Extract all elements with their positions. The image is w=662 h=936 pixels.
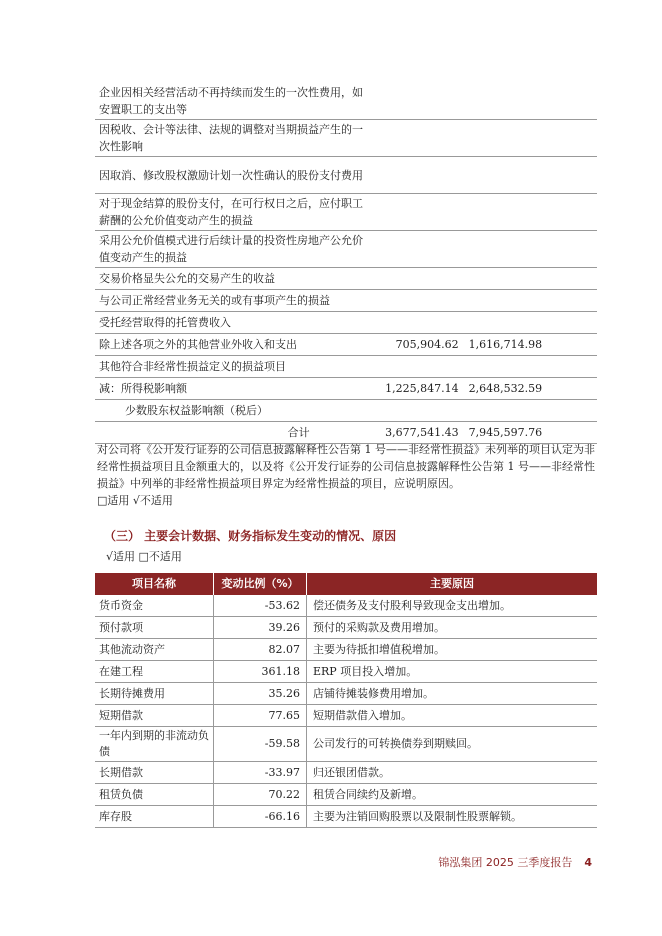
item-name: 短期借款 [95, 705, 214, 727]
row-value-ytd [463, 356, 564, 378]
item-name: 预付款项 [95, 617, 214, 639]
change-ratio: -33.97 [214, 762, 307, 784]
row-value-ytd [463, 400, 564, 422]
main-reason: 公司发行的可转换债券到期赎回。 [307, 727, 598, 762]
table-row [95, 268, 597, 290]
header-main-reason: 主要原因 [307, 573, 598, 595]
row-value-current [376, 290, 462, 312]
item-name: 长期待摊费用 [95, 683, 214, 705]
row-value-current [376, 157, 462, 194]
change-ratio: 82.07 [214, 639, 307, 661]
row-value-current [376, 268, 462, 290]
row-value-current [376, 356, 462, 378]
row-value-ytd: 1,616,714.98 [463, 334, 564, 356]
table-header-row [95, 573, 597, 595]
main-reason: 主要为待抵扣增值税增加。 [307, 639, 598, 661]
table-row [95, 762, 597, 784]
table-row [95, 231, 597, 268]
table-row [95, 157, 597, 194]
table-row [95, 639, 597, 661]
explanatory-note [97, 441, 597, 509]
change-ratio: -66.16 [214, 806, 307, 828]
table-row [95, 705, 597, 727]
change-ratio: 35.26 [214, 683, 307, 705]
table-row [95, 595, 597, 617]
table-row [95, 312, 597, 334]
row-value-current [376, 83, 462, 120]
row-label: 受托经营取得的托管费收入 [95, 312, 376, 334]
change-ratio: 361.18 [214, 661, 307, 683]
table-row [95, 727, 597, 762]
header-item-name: 项目名称 [95, 573, 214, 595]
row-value-ytd [463, 290, 564, 312]
row-label: 除上述各项之外的其他营业外收入和支出 [95, 334, 376, 356]
total-value-ytd: 7,945,597.76 [463, 422, 564, 444]
section-title: （三） 主要会计数据、财务指标发生变动的情况、原因 [104, 529, 397, 543]
change-ratio: -53.62 [214, 595, 307, 617]
section-apply-status: √适用 □不适用 [106, 550, 182, 563]
main-reason: 预付的采购款及费用增加。 [307, 617, 598, 639]
row-label: 交易价格显失公允的交易产生的收益 [95, 268, 376, 290]
main-reason: 店铺待摊装修费用增加。 [307, 683, 598, 705]
table-row [95, 194, 597, 231]
non-recurring-items-table [95, 83, 597, 444]
header-change-ratio: 变动比例（%） [214, 573, 307, 595]
total-value-current: 3,677,541.43 [376, 422, 462, 444]
table-row [95, 617, 597, 639]
row-value-current: 1,225,847.14 [376, 378, 462, 400]
main-reason: 租赁合同续约及新增。 [307, 784, 598, 806]
table-row [95, 784, 597, 806]
table-row [95, 120, 597, 157]
main-reason: ERP 项目投入增加。 [307, 661, 598, 683]
row-label: 少数股东权益影响额（税后） [95, 400, 376, 422]
main-reason: 偿还债务及支付股利导致现金支出增加。 [307, 595, 598, 617]
main-reason: 主要为注销回购股票以及限制性股票解锁。 [307, 806, 598, 828]
table-row [95, 356, 597, 378]
row-label: 企业因相关经营活动不再持续而发生的一次性费用，如安置职工的支出等 [95, 83, 376, 120]
main-reason: 归还银团借款。 [307, 762, 598, 784]
note-text: 对公司将《公开发行证券的公司信息披露解释性公告第 1 号——非经常性损益》未列举的项目认定为非经常性损益项目且金额重大的，以及将《公开发行证券的公司信息披露解释性公告第 1 号——非经常性损益》中列举的非经常性损益项目界定为经常性损益的项目，应说明原因。 [97, 443, 595, 490]
table-row [95, 683, 597, 705]
page-footer [438, 854, 592, 870]
table-row [95, 378, 597, 400]
item-name: 在建工程 [95, 661, 214, 683]
row-value-current [376, 120, 462, 157]
item-name: 货币资金 [95, 595, 214, 617]
row-value-current [376, 231, 462, 268]
note-apply-status: □适用 √不适用 [97, 494, 173, 507]
row-label: 对于现金结算的股份支付，在可行权日之后，应付职工薪酬的公允价值变动产生的损益 [95, 194, 376, 231]
row-value-current [376, 400, 462, 422]
row-label: 采用公允价值模式进行后续计量的投资性房地产公允价值变动产生的损益 [95, 231, 376, 268]
total-label: 合计 [95, 422, 376, 444]
change-ratio: 70.22 [214, 784, 307, 806]
table-row [95, 83, 597, 120]
table-row [95, 334, 597, 356]
row-value-ytd [463, 312, 564, 334]
row-value-ytd [463, 231, 564, 268]
table-row [95, 661, 597, 683]
row-value-current: 705,904.62 [376, 334, 462, 356]
page-number: 4 [584, 856, 592, 869]
change-ratio: -59.58 [214, 727, 307, 762]
footer-report-title: 锦泓集团 2025 三季度报告 [438, 856, 573, 869]
item-name: 库存股 [95, 806, 214, 828]
table-row [95, 806, 597, 828]
row-label: 与公司正常经营业务无关的或有事项产生的损益 [95, 290, 376, 312]
main-reason: 短期借款借入增加。 [307, 705, 598, 727]
item-name: 一年内到期的非流动负债 [95, 727, 214, 762]
change-reasons-table [95, 573, 597, 828]
item-name: 其他流动资产 [95, 639, 214, 661]
row-value-current [376, 312, 462, 334]
change-ratio: 39.26 [214, 617, 307, 639]
row-value-ytd [463, 194, 564, 231]
row-value-ytd [463, 268, 564, 290]
row-value-ytd [463, 120, 564, 157]
row-value-ytd [463, 83, 564, 120]
row-value-ytd: 2,648,532.59 [463, 378, 564, 400]
row-label: 因税收、会计等法律、法规的调整对当期损益产生的一次性影响 [95, 120, 376, 157]
row-value-ytd [463, 157, 564, 194]
row-value-current [376, 194, 462, 231]
table-row [95, 290, 597, 312]
row-label: 因取消、修改股权激励计划一次性确认的股份支付费用 [95, 157, 376, 194]
item-name: 租赁负债 [95, 784, 214, 806]
change-ratio: 77.65 [214, 705, 307, 727]
row-label: 其他符合非经常性损益定义的损益项目 [95, 356, 376, 378]
table-row [95, 400, 597, 422]
item-name: 长期借款 [95, 762, 214, 784]
row-label: 减：所得税影响额 [95, 378, 376, 400]
